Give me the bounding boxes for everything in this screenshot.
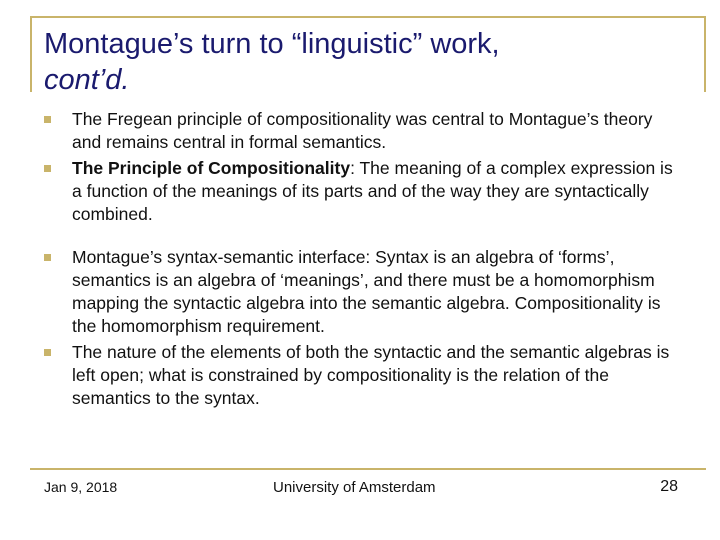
footer-institution: University of Amsterdam: [273, 479, 436, 496]
footer-date: Jan 9, 2018: [44, 479, 118, 495]
bullet-term: The Principle of Compositionality: [72, 158, 351, 178]
bullet-text: : The meaning of a complex expression is a function of the meanings of its parts and of the way they are syntactically combined.: [72, 158, 673, 224]
slide-title: [44, 26, 694, 98]
bullet-text: The Fregean principle of compositionality was central to Montague’s theory and remains central in formal semantics.: [72, 109, 653, 152]
square-bullet-icon: [44, 349, 51, 356]
footer-rule: [30, 468, 706, 470]
bullet-list: [44, 108, 684, 413]
square-bullet-icon: [44, 254, 51, 261]
bullet-text: Montague’s syntax-semantic interface: Syntax is an algebra of ‘forms’, semantics is an algebra of ‘meanings’, and there must be a homomorphism mapping the syntactic algebra into the semantic algebra. Compositionality is the homomorphism requirement.: [72, 247, 661, 336]
slide-title-line2: cont’d.: [44, 64, 130, 96]
bullet-item: [44, 246, 684, 338]
square-bullet-icon: [44, 165, 51, 172]
title-frame-right-rule: [704, 16, 706, 92]
bullet-item: [44, 108, 684, 154]
slide-title-line1: Montague’s turn to “linguistic” work,: [44, 28, 500, 60]
bullet-text: The nature of the elements of both the syntactic and the semantic algebras is left open; what is constrained by compositionality is the relation of the semantics to the syntax.: [72, 342, 670, 408]
square-bullet-icon: [44, 116, 51, 123]
bullet-item: [44, 157, 684, 226]
bullet-item: [44, 341, 684, 410]
title-frame-top-rule: [30, 16, 706, 18]
slide-number: 28: [660, 478, 678, 495]
title-frame-left-rule: [30, 16, 32, 92]
